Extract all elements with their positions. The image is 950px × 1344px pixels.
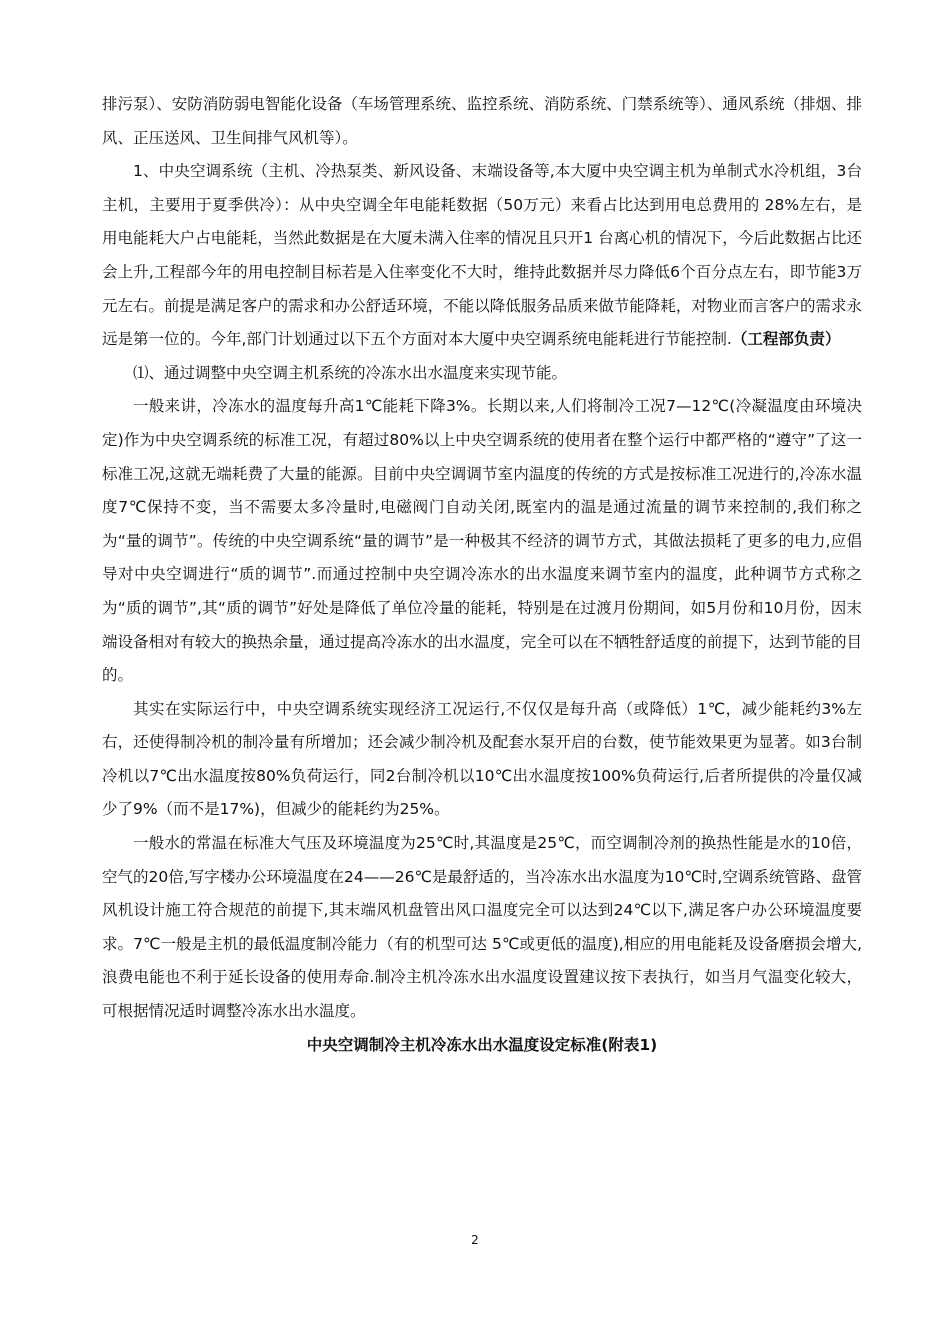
document-page — [102, 88, 862, 1062]
page-number: 2 — [471, 1233, 479, 1247]
paragraph-intro-continuation: 排污泵）、安防消防弱电智能化设备（车场管理系统、监控系统、消防系统、门禁系统等）、通风系统（排烟、排风、正压送风、卫生间排气风机等）。 — [102, 95, 862, 147]
paragraph-temperature-settings: 一般水的常温在标准大气压及环境温度为25℃时,其温度是25℃，而空调制冷剂的换热性能是水的10倍，空气的20倍,写字楼办公环境温度在24——26℃是最舒适的，当冷冻水出水温度为10℃时,空调系统管路、盘管风机设计施工符合规范的前提下,其末端风机盘管出风口温度完全可以达到24℃以下,满足客户办公环境温度要求。7℃一般是主机的最低温度制冷能力（有的机型可达 5℃或更低的温度),相应的用电能耗及设备磨损会增大,浪费电能也不利于延长设备的使用寿命.制冷主机冷冻水出水温度设置建议按下表执行，如当月气温变化较大，可根据情况适时调整冷冻水出水温度。 — [102, 834, 862, 1021]
paragraph-economic-operation: 其实在实际运行中，中央空调系统实现经济工况运行,不仅仅是每升高（或降低）1℃，减少能耗约3%左右，还使得制冷机的制冷量有所增加；还会减少制冷机及配套水泵开启的台数，使节能效果更为显著。如3台制冷机以7℃出水温度按80%负荷运行，同2台制冷机以10℃出水温度按100%负荷运行,后者所提供的冷量仅减少了9%（而不是17%)，但减少的能耗约为25%。 — [102, 699, 862, 819]
responsible-department-note: （工程部负责） — [731, 330, 841, 349]
paragraph-chilled-water-explanation: 一般来讲，冷冻水的温度每升高1℃能耗下降3%。长期以来,人们将制冷工况7—12℃(冷凝温度由环境决定)作为中央空调系统的标准工况，有超过80%以上中央空调系统的使用者在整个运行中都严格的“遵守”了这一标准工况,这就无端耗费了大量的能源。目前中央空调调节室内温度的传统的方式是按标准工况进行的,冷冻水温度7℃保持不变，当不需要太多冷量时,电磁阀门自动关闭,既室内的温是通过流量的调节来控制的,我们称之为“量的调节”。传统的中央空调系统“量的调节”是一种极其不经济的调节方式，其做法损耗了更多的电力,应倡导对中央空调进行“质的调节”.而通过控制中央空调冷冻水的出水温度来调节室内的温度，此种调节方式称之为“质的调节”,其“质的调节”好处是降低了单位冷量的能耗，特别是在过渡月份期间，如5月份和10月份，因末端设备相对有较大的换热余量，通过提高冷冻水的出水温度，完全可以在不牺牲舒适度的前提下，达到节能的目的。 — [102, 397, 862, 685]
paragraph-section-heading-1: ⑴、通过调整中央空调主机系统的冷冻水出水温度来实现节能。 — [133, 363, 568, 382]
paragraph-hvac-system-text: 1、中央空调系统（主机、冷热泵类、新风设备、末端设备等,本大厦中央空调主机为单制式水冷机组，3台主机，主要用于夏季供冷）：从中央空调全年电能耗数据（50万元）来看占比达到用电总费用的 28%左右，是用电能耗大户占电能耗，当然此数据是在大厦未满入住率的情况且只开1 台离心机的情况下，今后此数据占比还会上升,工程部今年的用电控制目标若是入住率变化不大时，维持此数据并尽力降低6个百分点左右，即节能3万元左右。前提是满足客户的需求和办公舒适环境，不能以降低服务品质来做节能降耗，对物业而言客户的需求永远是第一位的。今年,部门计划通过以下五个方面对本大厦中央空调系统电能耗进行节能控制. — [102, 162, 862, 349]
paragraph-hvac-system — [102, 155, 862, 357]
table-title: 中央空调制冷主机冷冻水出水温度设定标准(附表1) — [306, 1035, 658, 1054]
